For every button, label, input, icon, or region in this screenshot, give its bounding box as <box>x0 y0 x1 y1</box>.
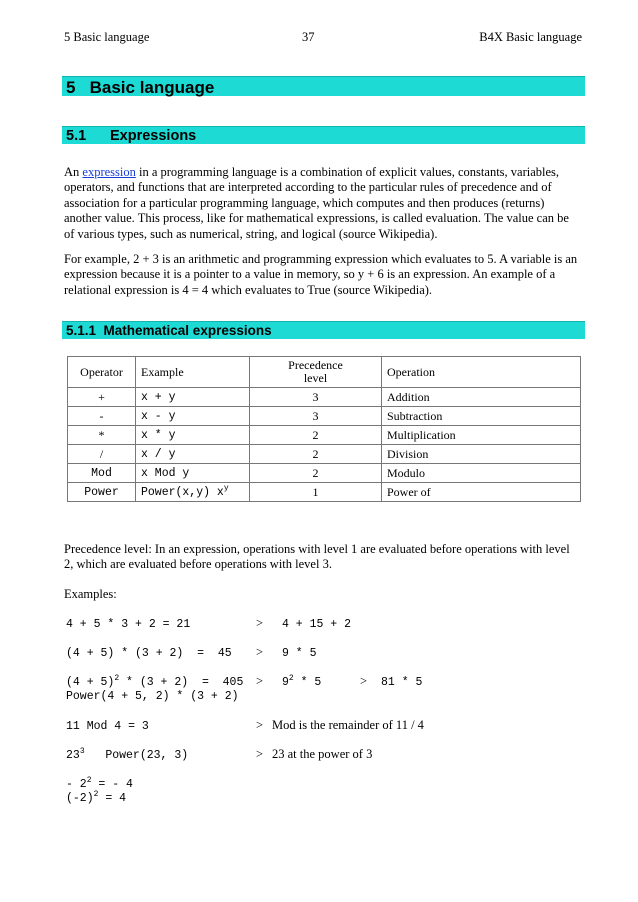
paragraph-precedence: Precedence level: In an expression, operations with level 1 are evaluated before operations with level 2, which are evaluated before operations with level 3. <box>64 542 570 572</box>
subsubsection-heading: 5.1.1 Mathematical expressions <box>62 321 585 339</box>
expression-link[interactable]: expression <box>82 165 136 179</box>
table-row: + x + y 3 Addition <box>68 388 581 407</box>
example-5-expression: $23^3$ Power(23, 3) <box>66 747 189 762</box>
header-example: Example <box>136 357 250 388</box>
arrow-icon: > <box>360 674 368 688</box>
table-header-row <box>68 357 581 388</box>
example-2-expression: (4 + 5) * (3 + 2) = 45 <box>66 647 232 660</box>
example-4-expression: 11 Mod 4 = 3 <box>66 720 149 733</box>
arrow-icon: > <box>256 645 264 659</box>
subsection-heading <box>62 126 585 144</box>
page-number: 37 <box>302 30 315 44</box>
example-4-explanation: Mod is the remainder of 11 / 4 <box>272 718 424 732</box>
header-operator: Operator <box>68 357 136 388</box>
subsection-number: 5.1 <box>66 128 87 144</box>
header-precedence: Precedence level <box>250 357 382 388</box>
table-row: Mod x Mod y 2 Modulo <box>68 464 581 483</box>
example-3-step-1: $9^2 * 5$ <box>282 674 322 689</box>
table-row: * x * y 2 Multiplication <box>68 426 581 445</box>
section-heading: 5 Basic language <box>62 76 585 96</box>
example-6-line-2: $(-2)^2 = 4$ <box>66 790 127 805</box>
subsection-title: Expressions <box>110 128 197 144</box>
operators-table <box>67 356 581 502</box>
arrow-icon: > <box>256 616 264 630</box>
example-5-explanation: 23 at the power of 3 <box>272 747 373 761</box>
paragraph-expression-definition: An expression in a programming language is a combination of explicit values, constants, variables, operators, and functions that are interpreted according to the particular rules of precedence and of association for a particular programming language, which computes and then produces (returns) another value. This process, like for mathematical expressions, is called evaluation. The value can be of various types, such as numerical, string, and logical (source Wikipedia). <box>64 165 569 241</box>
example-3-step-2: 81 * 5 <box>381 676 423 689</box>
examples-label: Examples: <box>64 587 117 601</box>
header-operation: Operation <box>382 357 581 388</box>
paragraph-example: For example, 2 + 3 is an arithmetic and programming expression which evaluates to 5. A variable is an expression because it is a pointer to a value in memory, so y + 6 is an expression. An example of a relational expression is 4 = 4 which evaluates to True (source Wikipedia). <box>64 252 578 297</box>
arrow-icon: > <box>256 747 264 761</box>
table-row: - x - y 3 Subtraction <box>68 407 581 426</box>
example-1-expression: 4 + 5 * 3 + 2 = 21 <box>66 618 191 631</box>
header-chapter: 5 Basic language <box>64 30 150 44</box>
example-1-step: 4 + 15 + 2 <box>282 618 352 631</box>
example-2-step: 9 * 5 <box>282 647 317 660</box>
arrow-icon: > <box>256 674 264 688</box>
example-3-expression: $(4 + 5)^2 * (3 + 2) = 405$ <box>66 674 244 689</box>
example-3-power-form: Power(4 + 5, 2) * (3 + 2) <box>66 690 239 703</box>
table-row: / x / y 2 Division <box>68 445 581 464</box>
arrow-icon: > <box>256 718 264 732</box>
header-book-title: B4X Basic language <box>479 30 582 44</box>
example-6-line-1: - $2^2$ = - 4 <box>66 776 133 791</box>
table-row: Power Power(x,y) $x^y$ 1 Power of <box>68 483 581 502</box>
